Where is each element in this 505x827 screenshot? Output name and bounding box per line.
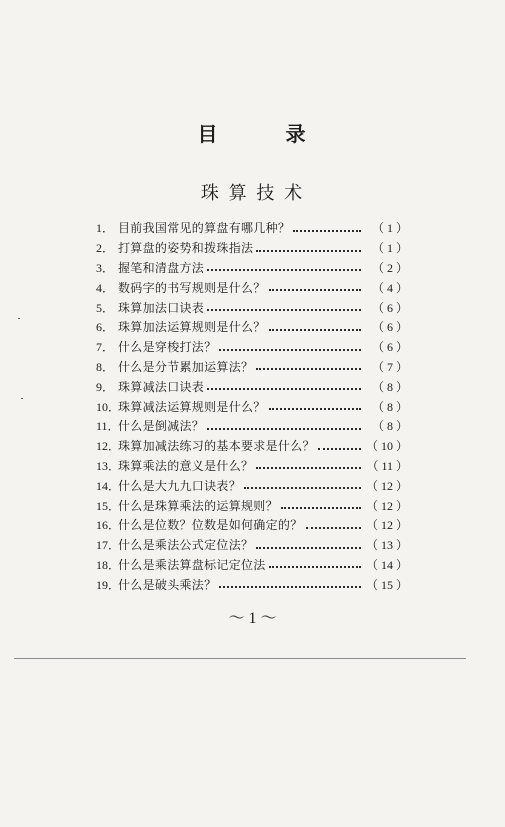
entry-number: 13．: [96, 458, 121, 473]
entry-title: 握笔和清盘方法: [118, 260, 205, 275]
entry-number: 8．: [96, 359, 115, 374]
entry-page-ref: （ 13 ）: [365, 538, 408, 553]
entry-page-ref: （ 6 ）: [371, 300, 408, 315]
entry-title: 珠算加法口诀表: [118, 300, 205, 315]
toc-entry: [96, 456, 408, 476]
entry-title: 什么是穿梭打法？: [118, 340, 217, 355]
entry-title: 珠算乘法的意义是什么？: [118, 458, 254, 473]
entry-page-ref: （ 4 ）: [371, 280, 408, 295]
entry-number: 7．: [96, 340, 115, 355]
entry-number: 14．: [96, 478, 121, 493]
toc-entry: [96, 574, 408, 594]
page-title: 目 录: [197, 122, 308, 146]
dot-leader: [207, 299, 361, 311]
scan-speck: [18, 318, 20, 319]
page-number: ～ 1 ～: [228, 610, 277, 627]
entry-page-ref: （ 7 ）: [371, 359, 408, 374]
entry-number: 11．: [96, 419, 120, 434]
dot-leader: [269, 319, 361, 331]
entry-title: 珠算减法运算规则是什么？: [118, 399, 266, 414]
entry-number: 12．: [96, 439, 121, 454]
entry-page-ref: （ 14 ）: [365, 557, 408, 572]
dot-leader: [256, 358, 361, 370]
toc-entry: [96, 297, 408, 317]
entry-number: 10．: [96, 399, 121, 414]
toc-entry: [96, 436, 408, 456]
entry-page-ref: （ 1 ）: [371, 221, 408, 236]
entry-title: 目前我国常见的算盘有哪几种？: [118, 221, 291, 236]
toc-entry: [96, 357, 408, 377]
section-title: 珠 算 技 术: [200, 183, 305, 204]
entry-page-ref: （ 1 ）: [371, 241, 408, 256]
entry-page-ref: （ 8 ）: [371, 399, 408, 414]
entry-number: 3．: [96, 260, 115, 275]
dot-leader: [207, 418, 361, 430]
scan-speck: [21, 398, 23, 399]
dot-leader: [269, 279, 361, 291]
entry-title: 什么是珠算乘法的运算规则？: [118, 498, 278, 513]
entry-page-ref: （ 12 ）: [365, 518, 408, 533]
entry-number: 6．: [96, 320, 115, 335]
toc-entry: [96, 515, 408, 535]
entry-number: 1．: [96, 221, 115, 236]
dot-leader: [269, 398, 361, 410]
scan-divider-line: [14, 658, 466, 659]
toc-entry: [96, 376, 408, 396]
entry-title: 打算盘的姿势和拨珠指法: [118, 241, 254, 256]
toc-entry: [96, 218, 408, 238]
entry-title: 珠算加法运算规则是什么？: [118, 320, 266, 335]
entry-page-ref: （ 12 ）: [365, 498, 408, 513]
entry-title: 什么是分节累加运算法？: [118, 359, 254, 374]
entry-number: 17．: [96, 538, 121, 553]
dot-leader: [256, 537, 361, 549]
toc-entry: [96, 535, 408, 555]
dot-leader: [219, 576, 361, 588]
entry-number: 16．: [96, 518, 121, 533]
dot-leader: [306, 517, 361, 529]
toc-entry: [96, 495, 408, 515]
toc-entry: [96, 416, 408, 436]
entry-title: 什么是破头乘法？: [118, 577, 217, 592]
entry-title: 珠算减法口诀表: [118, 379, 205, 394]
entry-number: 19．: [96, 577, 121, 592]
toc-entry: [96, 396, 408, 416]
entry-number: 5．: [96, 300, 115, 315]
dot-leader: [207, 378, 361, 390]
dot-leader: [207, 259, 361, 271]
entry-title: 什么是倒减法？: [118, 419, 205, 434]
toc-entry: [96, 238, 408, 258]
entry-number: 2．: [96, 241, 115, 256]
entry-number: 15．: [96, 498, 121, 513]
toc-entry: [96, 475, 408, 495]
entry-title: 数码字的书写规则是什么？: [118, 280, 266, 295]
entry-page-ref: （ 15 ）: [365, 577, 408, 592]
toc-entry: [96, 337, 408, 357]
entry-number: 4．: [96, 280, 115, 295]
table-of-contents: [96, 218, 408, 594]
entry-page-ref: （ 10 ）: [365, 439, 408, 454]
dot-leader: [269, 556, 361, 568]
toc-entry: [96, 555, 408, 575]
entry-title: 珠算加减法练习的基本要求是什么？: [118, 439, 315, 454]
dot-leader: [219, 339, 361, 351]
entry-page-ref: （ 6 ）: [371, 320, 408, 335]
entry-page-ref: （ 8 ）: [371, 379, 408, 394]
entry-page-ref: （ 6 ）: [371, 340, 408, 355]
toc-entry: [96, 258, 408, 278]
dot-leader: [244, 477, 361, 489]
entry-page-ref: （ 8 ）: [371, 419, 408, 434]
dot-leader: [293, 220, 361, 232]
toc-entry: [96, 317, 408, 337]
entry-number: 9．: [96, 379, 115, 394]
entry-title: 什么是乘法公式定位法？: [118, 538, 254, 553]
dot-leader: [256, 240, 361, 252]
dot-leader: [256, 457, 361, 469]
entry-page-ref: （ 12 ）: [365, 478, 408, 493]
entry-number: 18．: [96, 557, 121, 572]
entry-page-ref: （ 11 ）: [366, 458, 408, 473]
toc-entry: [96, 277, 408, 297]
entry-title: 什么是乘法算盘标记定位法: [118, 557, 266, 572]
entry-title: 什么是位数？位数是如何确定的？: [118, 518, 303, 533]
dot-leader: [318, 438, 361, 450]
dot-leader: [281, 497, 361, 509]
entry-title: 什么是大九九口诀表？: [118, 478, 242, 493]
entry-page-ref: （ 2 ）: [371, 260, 408, 275]
